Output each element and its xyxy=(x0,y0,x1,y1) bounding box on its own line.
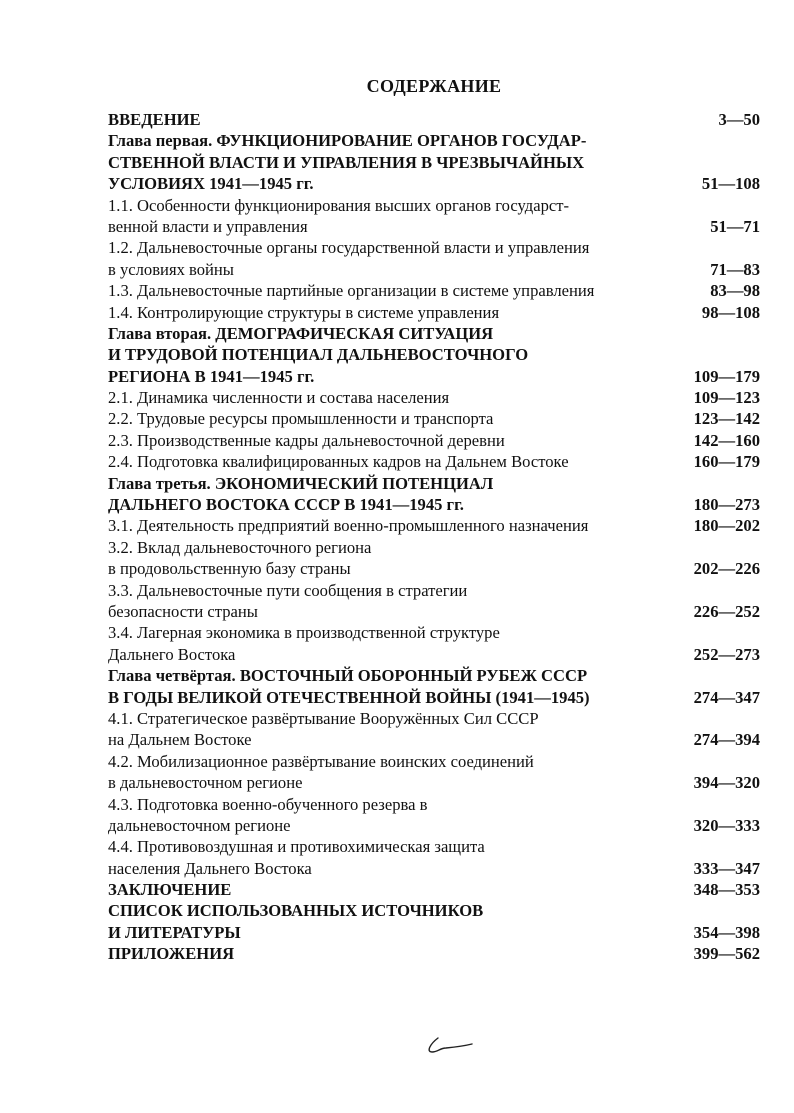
toc-chapter-entry xyxy=(108,943,760,964)
toc-section-entry xyxy=(108,537,760,580)
toc-entry-line: Глава четвёртая. ВОСТОЧНЫЙ ОБОРОННЫЙ РУБЕЖ СССР xyxy=(108,666,588,686)
toc-page-range: 142—160 xyxy=(693,430,760,450)
toc-entry-line: населения Дальнего Востока xyxy=(108,858,312,878)
toc-page-range: 83—98 xyxy=(710,281,760,301)
page-title: СОДЕРЖАНИЕ xyxy=(366,76,502,96)
toc-section-entry xyxy=(108,430,760,451)
toc-page-range: 51—71 xyxy=(710,216,760,236)
toc-page-range: 3—50 xyxy=(718,110,760,129)
toc-entry-line: дальневосточном регионе xyxy=(108,815,291,835)
toc-entry-line: 4.3. Подготовка военно-обученного резерва в xyxy=(108,794,428,814)
toc-entry-line: ДАЛЬНЕГО ВОСТОКА СССР В 1941—1945 гг. xyxy=(108,495,464,515)
toc-page-range: 274—394 xyxy=(693,730,760,750)
toc-entry-line: 2.1. Динамика численности и состава населения xyxy=(108,388,450,408)
table-of-contents xyxy=(108,109,760,965)
toc-section-entry xyxy=(108,302,760,323)
toc-page-range: 160—179 xyxy=(693,452,760,472)
toc-entry-line: в дальневосточном регионе xyxy=(108,773,303,793)
toc-page-range: 226—252 xyxy=(693,601,760,621)
toc-entry-line: ПРИЛОЖЕНИЯ xyxy=(108,944,235,964)
toc-entry-line: в условиях войны xyxy=(108,259,234,279)
toc-entry-line: 3.3. Дальневосточные пути сообщения в стратегии xyxy=(108,580,468,600)
toc-page-range: 123—142 xyxy=(693,409,760,429)
toc-entry-line: 4.1. Стратегическое развёртывание Вооружённых Сил СССР xyxy=(108,708,539,728)
toc-entry-line: УСЛОВИЯХ 1941—1945 гг. xyxy=(108,174,314,194)
toc-section-entry xyxy=(108,280,760,301)
toc-entry-line: СПИСОК ИСПОЛЬЗОВАННЫХ ИСТОЧНИКОВ xyxy=(108,901,484,921)
toc-page-range: 180—273 xyxy=(693,495,760,515)
toc-entry-line: 2.2. Трудовые ресурсы промышленности и транспорта xyxy=(108,409,494,429)
toc-page-range: 202—226 xyxy=(693,559,760,579)
handwritten-signature xyxy=(424,1032,474,1058)
toc-page-range: 180—202 xyxy=(693,516,760,536)
toc-entry-line: 1.4. Контролирующие структуры в системе управления xyxy=(108,302,500,322)
toc-page-range: 354—398 xyxy=(693,922,760,942)
toc-entry-line: 3.1. Деятельность предприятий военно-промышленного назначения xyxy=(108,516,589,536)
toc-entry-line: 1.1. Особенности функционирования высших органов государст- xyxy=(108,195,570,215)
toc-entry-line: 2.3. Производственные кадры дальневосточной деревни xyxy=(108,430,505,450)
toc-section-entry xyxy=(108,451,760,472)
toc-page-range: 399—562 xyxy=(693,944,760,964)
toc-entry-line: 3.4. Лагерная экономика в производственной структуре xyxy=(108,623,500,643)
toc-section-entry xyxy=(108,836,760,879)
toc-page-range: 98—108 xyxy=(701,302,760,322)
toc-page-range: 252—273 xyxy=(693,644,760,664)
toc-section-entry xyxy=(108,515,760,536)
toc-entry-line: Глава вторая. ДЕМОГРАФИЧЕСКАЯ СИТУАЦИЯ xyxy=(108,323,494,343)
toc-section-entry xyxy=(108,408,760,429)
toc-section-entry xyxy=(108,195,760,238)
toc-section-entry xyxy=(108,237,760,280)
toc-section-entry xyxy=(108,708,760,751)
toc-section-entry xyxy=(108,751,760,794)
toc-entry-line: И ТРУДОВОЙ ПОТЕНЦИАЛ ДАЛЬНЕВОСТОЧНОГО xyxy=(108,345,529,365)
toc-section-entry xyxy=(108,387,760,408)
toc-entry-line: 4.2. Мобилизационное развёртывание воинских соединений xyxy=(108,751,534,771)
toc-entry-line: 2.4. Подготовка квалифицированных кадров на Дальнем Востоке xyxy=(108,452,569,472)
toc-entry-line: безопасности страны xyxy=(108,601,258,621)
toc-entry-line: РЕГИОНА В 1941—1945 гг. xyxy=(108,366,315,386)
toc-entry-line: на Дальнем Востоке xyxy=(108,730,252,750)
toc-entry-line: 4.4. Противовоздушная и противохимическая защита xyxy=(108,837,485,857)
toc-page-range: 109—179 xyxy=(693,366,760,386)
toc-chapter-entry xyxy=(108,665,760,708)
toc-entry-line: Дальнего Востока xyxy=(108,644,236,664)
toc-page-range: 348—353 xyxy=(693,880,760,900)
toc-entry-line: венной власти и управления xyxy=(108,216,308,236)
toc-entry-line: СТВЕННОЙ ВЛАСТИ И УПРАВЛЕНИЯ В ЧРЕЗВЫЧАЙНЫХ xyxy=(108,152,585,172)
toc-chapter-entry xyxy=(108,323,760,387)
toc-entry-line: 1.2. Дальневосточные органы государственной власти и управления xyxy=(108,238,590,258)
toc-entry-line: В ГОДЫ ВЕЛИКОЙ ОТЕЧЕСТВЕННОЙ ВОЙНЫ (1941—1945) xyxy=(108,687,590,707)
toc-chapter-entry xyxy=(108,130,760,194)
toc-chapter-entry xyxy=(108,879,760,900)
toc-entry-line: ЗАКЛЮЧЕНИЕ xyxy=(108,880,232,900)
toc-section-entry xyxy=(108,622,760,665)
toc-page-range: 274—347 xyxy=(693,687,760,707)
toc-entry-line: 3.2. Вклад дальневосточного региона xyxy=(108,537,372,557)
toc-page-range: 71—83 xyxy=(710,259,760,279)
toc-entry-line: И ЛИТЕРАТУРЫ xyxy=(108,922,241,942)
toc-chapter-entry xyxy=(108,900,760,943)
toc-page-range: 51—108 xyxy=(701,174,760,194)
toc-page-range: 333—347 xyxy=(693,858,760,878)
toc-entry-line: 1.3. Дальневосточные партийные организации в системе управления xyxy=(108,281,595,301)
toc-page-range: 320—333 xyxy=(693,815,760,835)
toc-entry-line: Глава третья. ЭКОНОМИЧЕСКИЙ ПОТЕНЦИАЛ xyxy=(108,473,494,493)
toc-entry-line: Глава первая. ФУНКЦИОНИРОВАНИЕ ОРГАНОВ ГОСУДАР- xyxy=(108,131,587,151)
toc-entry-line: в продовольственную базу страны xyxy=(108,559,351,579)
toc-entry-line: ВВЕДЕНИЕ xyxy=(108,110,201,129)
toc-chapter-entry xyxy=(108,473,760,516)
toc-chapter-entry xyxy=(108,109,760,130)
toc-page-range: 109—123 xyxy=(693,388,760,408)
toc-section-entry xyxy=(108,794,760,837)
toc-section-entry xyxy=(108,580,760,623)
toc-page-range: 394—320 xyxy=(693,773,760,793)
